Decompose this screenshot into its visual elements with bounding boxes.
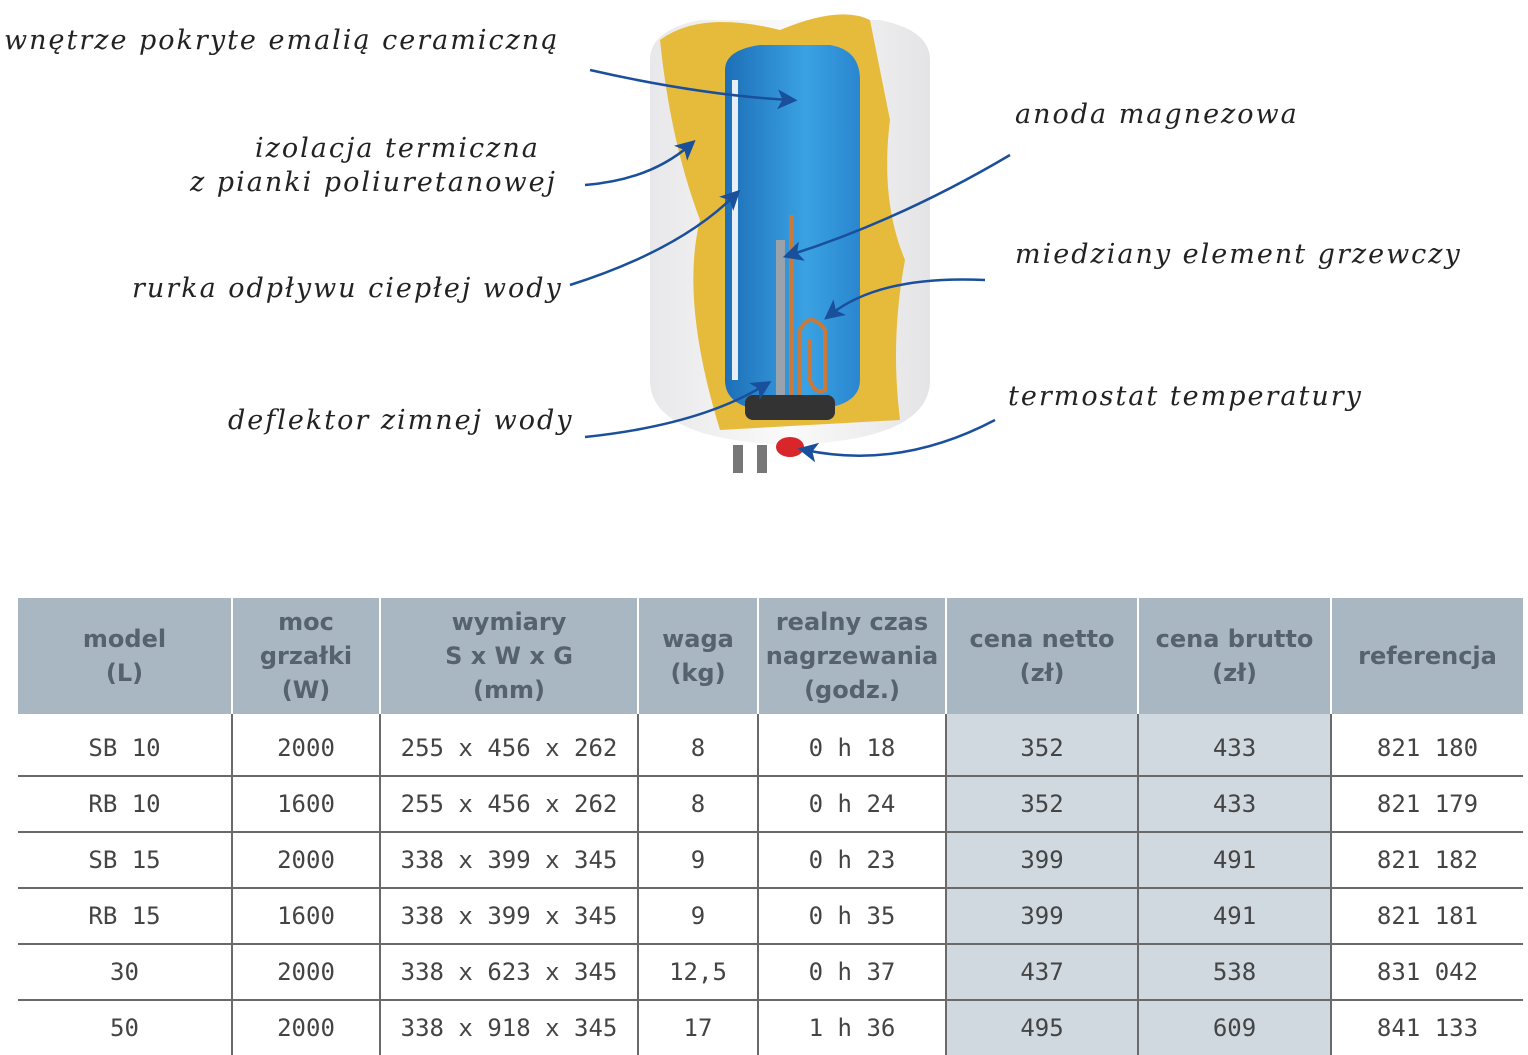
- column-header-line: (L): [105, 659, 144, 687]
- table-cell: 538: [1138, 944, 1331, 1000]
- table-cell: 399: [946, 888, 1138, 944]
- table-cell: 255 x 456 x 262: [380, 776, 638, 832]
- label-insulation-line1: izolacja termiczna: [255, 133, 540, 164]
- column-header: [758, 598, 946, 714]
- table-row: [18, 776, 1523, 832]
- table-cell: 495: [946, 1000, 1138, 1055]
- column-header: [1138, 598, 1331, 714]
- column-header-line: referencja: [1358, 642, 1497, 670]
- water-heater-illustration: [0, 0, 1528, 520]
- table-cell: 1600: [232, 888, 380, 944]
- column-header: [18, 598, 232, 714]
- table-cell: 17: [638, 1000, 758, 1055]
- specifications-table: [18, 598, 1523, 1055]
- table-cell: 1600: [232, 776, 380, 832]
- label-heating-element: miedziany element grzewczy: [1015, 239, 1462, 270]
- table-row: [18, 1000, 1523, 1055]
- label-deflector: deflektor zimnej wody: [228, 405, 574, 436]
- column-header-line: grzałki: [259, 642, 353, 670]
- table-cell: RB 10: [18, 776, 232, 832]
- table-row: [18, 944, 1523, 1000]
- table-cell: 821 182: [1331, 832, 1523, 888]
- column-header-line: (W): [281, 676, 331, 704]
- label-thermostat: termostat temperatury: [1008, 381, 1363, 412]
- table-cell: 0 h 18: [758, 714, 946, 776]
- column-header-line: cena netto: [969, 625, 1115, 653]
- table-cell: 30: [18, 944, 232, 1000]
- column-header: [380, 598, 638, 714]
- table-cell: 9: [638, 888, 758, 944]
- column-header-line: S x W x G: [445, 642, 573, 670]
- table-row: [18, 714, 1523, 776]
- table-cell: 433: [1138, 776, 1331, 832]
- table-cell: 255 x 456 x 262: [380, 714, 638, 776]
- table-cell: SB 10: [18, 714, 232, 776]
- column-header: [232, 598, 380, 714]
- table-cell: 50: [110, 1014, 139, 1042]
- column-header-line: nagrzewania: [765, 642, 939, 670]
- table-cell: 2000: [232, 944, 380, 1000]
- label-anode: anoda magnezowa: [1015, 99, 1299, 130]
- table-cell: 0 h 35: [758, 888, 946, 944]
- table-cell: 8: [638, 776, 758, 832]
- column-header-line: wymiary: [451, 608, 567, 636]
- table-cell: 491: [1138, 832, 1331, 888]
- column-header: [1331, 598, 1523, 714]
- table-cell: 338 x 623 x 345: [380, 944, 638, 1000]
- table-cell: 821 180: [1331, 714, 1523, 776]
- table-cell: 2000: [232, 714, 380, 776]
- column-header-line: (mm): [473, 676, 545, 704]
- table-cell: 491: [1138, 888, 1331, 944]
- column-header-line: moc: [278, 608, 334, 636]
- table-cell: 12,5: [638, 944, 758, 1000]
- table-cell: 9: [638, 832, 758, 888]
- table-cell: 338 x 399 x 345: [380, 832, 638, 888]
- column-header-line: (zł): [1212, 659, 1257, 687]
- table-cell: 1 h 36: [758, 1000, 946, 1055]
- table-cell: 338 x 399 x 345: [380, 888, 638, 944]
- table-cell: 821 179: [1331, 776, 1523, 832]
- table-cell: 0 h 24: [758, 776, 946, 832]
- table-cell: 352: [946, 714, 1138, 776]
- table-cell: 831 042: [1331, 944, 1523, 1000]
- column-header-line: (godz.): [804, 676, 900, 704]
- column-header: [946, 598, 1138, 714]
- label-enamel: wnętrze pokryte emalią ceramiczną: [4, 25, 560, 56]
- table-cell: 352: [946, 776, 1138, 832]
- column-header-line: realny czas: [775, 608, 929, 636]
- table-cell: SB 15: [18, 832, 232, 888]
- table-header-row: [18, 598, 1523, 714]
- table-cell: 2000: [232, 832, 380, 888]
- column-header-line: waga: [662, 625, 734, 653]
- table-cell: 433: [1138, 714, 1331, 776]
- column-header-line: (zł): [1019, 659, 1065, 687]
- table-cell: RB 15: [18, 888, 232, 944]
- label-outlet-pipe: rurka odpływu ciepłej wody: [132, 273, 563, 304]
- table-row: [18, 832, 1523, 888]
- table-cell: 841 133: [1331, 1000, 1523, 1055]
- table-cell: 2000: [232, 1000, 380, 1055]
- table-cell: 437: [946, 944, 1138, 1000]
- table-cell: 0 h 23: [758, 832, 946, 888]
- table-cell: 8: [638, 714, 758, 776]
- table-cell: 0 h 37: [758, 944, 946, 1000]
- column-header-line: cena brutto: [1155, 625, 1314, 653]
- table-cell: 609: [1138, 1000, 1331, 1055]
- table-row: [18, 888, 1523, 944]
- table-cell: 338 x 918 x 345: [380, 1000, 638, 1055]
- label-insulation-line2: z pianki poliuretanowej: [190, 167, 557, 198]
- column-header-line: model: [82, 625, 167, 653]
- column-header: [638, 598, 758, 714]
- table-cell: 399: [946, 832, 1138, 888]
- column-header-line: (kg): [670, 659, 726, 687]
- table-cell: 821 181: [1331, 888, 1523, 944]
